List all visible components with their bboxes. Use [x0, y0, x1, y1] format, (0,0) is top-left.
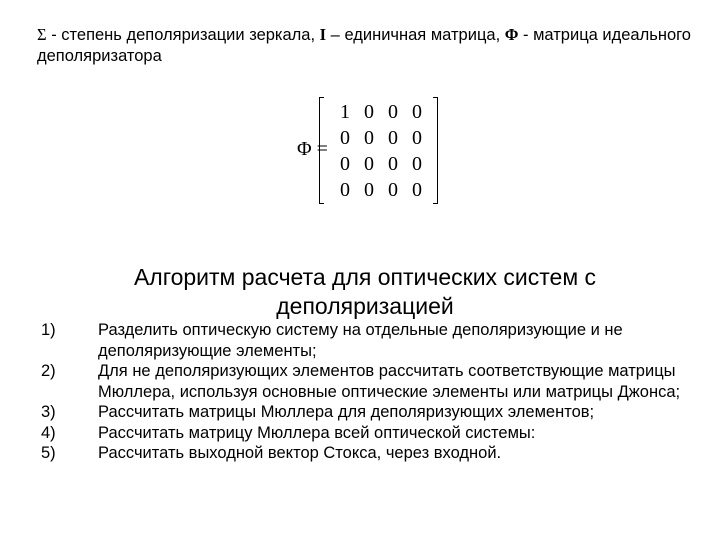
- matrix-cell: 0: [340, 153, 350, 175]
- matrix-cell: 0: [364, 127, 374, 149]
- step-number: 4): [41, 423, 56, 442]
- matrix-cell: 0: [364, 153, 374, 175]
- step-item: [41, 423, 681, 444]
- identity-symbol: I: [319, 25, 327, 44]
- matrix-cell: 0: [340, 127, 350, 149]
- step-text: Рассчитать выходной вектор Стокса, через входной.: [98, 444, 502, 462]
- matrix-grid: [333, 99, 429, 203]
- matrix-cell: 0: [364, 179, 374, 201]
- depolarizer-matrix: [319, 97, 438, 204]
- step-item: [41, 443, 681, 464]
- step-number: 2): [41, 362, 56, 380]
- phi-symbol: Φ: [504, 25, 519, 44]
- matrix-cell: 0: [364, 101, 374, 123]
- step-text: Для не деполяризующих элементов рассчитать соответствующие матрицы Мюллера, используя основные оптические элементы или матрицы Джонса;: [98, 362, 681, 401]
- section-title: Алгоритм расчета для оптических систем с деполяризацией: [133, 264, 597, 319]
- step-item: [41, 402, 681, 423]
- matrix-cell: 0: [412, 179, 422, 201]
- matrix-cell: 0: [388, 101, 398, 123]
- intro-text-1: - степень деполяризации зеркала,: [46, 26, 320, 44]
- step-text: Разделить оптическую систему на отдельные деполяризующие и не деполяризующие элементы;: [98, 321, 623, 360]
- matrix-label: Φ =: [297, 138, 328, 160]
- sigma-symbol: Σ: [37, 25, 47, 44]
- matrix-right-bracket: [433, 97, 438, 204]
- intro-paragraph: [37, 24, 697, 67]
- step-text: Рассчитать матрицу Мюллера всей оптической системы:: [98, 423, 536, 442]
- step-text: Рассчитать матрицы Мюллера для деполяризующих элементов;: [98, 403, 595, 421]
- step-item: [41, 361, 681, 402]
- step-number: 3): [41, 403, 56, 421]
- matrix-cell: 1: [340, 101, 350, 123]
- step-item: [41, 320, 681, 361]
- matrix-left-bracket: [319, 97, 324, 204]
- matrix-cell: 0: [412, 153, 422, 175]
- intro-text-2: – единичная матрица,: [326, 26, 505, 44]
- step-number: 5): [41, 444, 56, 462]
- matrix-cell: 0: [388, 127, 398, 149]
- step-number: 1): [41, 321, 56, 339]
- matrix-cell: 0: [340, 179, 350, 201]
- matrix-cell: 0: [388, 179, 398, 201]
- matrix-cell: 0: [412, 127, 422, 149]
- algorithm-steps: [41, 320, 681, 464]
- intro-text-3: - матрица идеального деполяризатора: [37, 26, 691, 65]
- matrix-cell: 0: [412, 101, 422, 123]
- matrix-cell: 0: [388, 153, 398, 175]
